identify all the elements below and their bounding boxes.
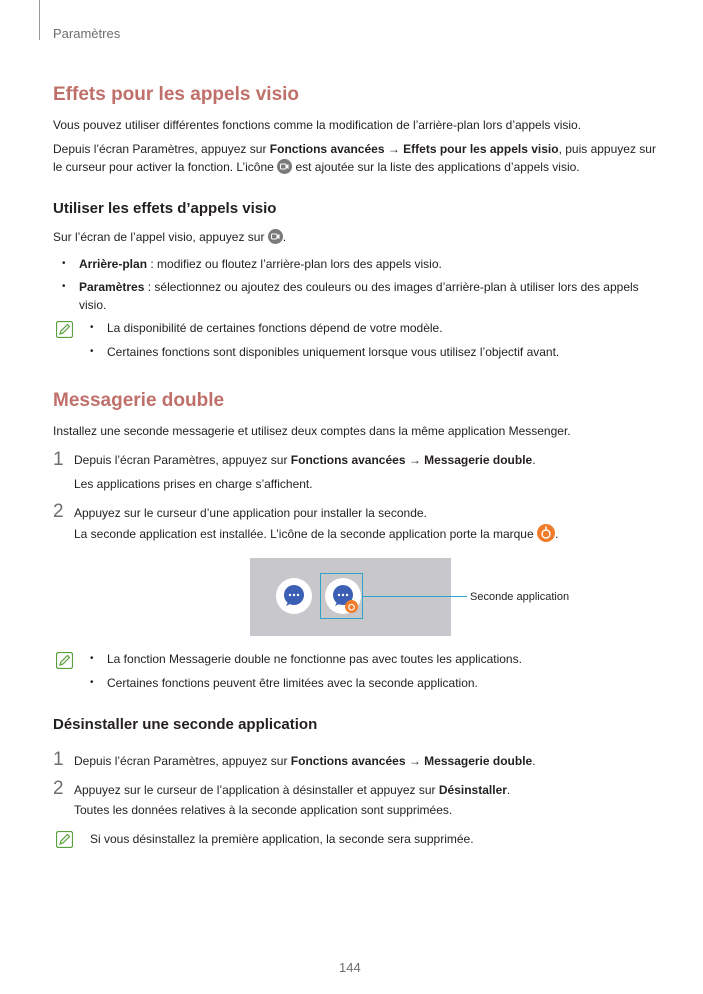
bullet-dot: • — [90, 322, 94, 333]
step-number: 2 — [53, 778, 64, 799]
bullet-dot: • — [90, 677, 94, 688]
section2-intro: Installez une seconde messagerie et utilisez deux comptes dans la même application Messenger. — [53, 424, 571, 438]
bullet-dot: • — [62, 258, 66, 269]
running-head: Paramètres — [53, 26, 121, 41]
figure-callout-label: Seconde application — [470, 591, 570, 603]
video-effects-icon — [277, 159, 292, 174]
video-effects-icon — [268, 229, 283, 244]
section2-step2-result: La seconde application est installée. L’icône de la seconde application porte la marque . — [74, 524, 558, 542]
section2-step2: Appuyez sur le curseur d’une application pour installer la seconde. — [74, 506, 427, 520]
bullet-dot: • — [90, 653, 94, 664]
section-title-video-effects: Effets pour les appels visio — [53, 84, 300, 105]
uninstall-step1: Depuis l’écran Paramètres, appuyez sur Fonctions avancées → Messagerie double. — [74, 754, 536, 768]
section1-paragraph-line1: Depuis l’écran Paramètres, appuyez sur Fonctions avancées → Effets pour les appels visio, puis appuyez sur — [53, 142, 656, 156]
note-pencil-icon — [56, 321, 73, 338]
section1-paragraph-line2: le curseur pour activer la fonction. L’icône est ajoutée sur la liste des applications d’appels visio. — [53, 160, 580, 174]
step-number: 1 — [53, 749, 64, 770]
list-item-settings-continued: visio. — [79, 298, 107, 312]
list-item-background: Arrière-plan : modifiez ou floutez l’arrière-plan lors des appels visio. — [79, 257, 442, 271]
step-number: 1 — [53, 449, 64, 470]
section2-step1: Depuis l’écran Paramètres, appuyez sur Fonctions avancées → Messagerie double. — [74, 453, 536, 467]
note1-text: La fonction Messagerie double ne fonctionne pas avec toutes les applications. — [107, 652, 522, 666]
note-pencil-icon — [56, 652, 73, 669]
dual-messenger-badge-icon — [345, 600, 358, 613]
callout-line — [362, 596, 467, 597]
section1-intro: Vous pouvez utiliser différentes fonctions comme la modification de l’arrière-plan lors d’appels visio. — [53, 118, 582, 132]
uninstall-note-text: Si vous désinstallez la première application, la seconde sera supprimée. — [90, 832, 474, 846]
uninstall-step2-result: Toutes les données relatives à la seconde application sont supprimées. — [74, 803, 453, 817]
section2-step1-result: Les applications prises en charge s’affichent. — [74, 477, 313, 491]
subsection1-instruction: Sur l’écran de l’appel visio, appuyez sur . — [53, 230, 287, 244]
section-title-dual-messenger: Messagerie double — [53, 390, 225, 411]
bullet-dot: • — [62, 281, 66, 292]
uninstall-step2: Appuyez sur le curseur de l’application à désinstaller et appuyez sur Désinstaller. — [74, 783, 511, 797]
dual-messenger-badge-icon — [537, 524, 555, 542]
list-item-settings: Paramètres : sélectionnez ou ajoutez des couleurs ou des images d’arrière-plan à utiliser lors des appels — [79, 280, 639, 294]
note1-text: La disponibilité de certaines fonctions dépend de votre modèle. — [107, 321, 443, 335]
dual-messenger-figure — [250, 558, 451, 636]
step-number: 2 — [53, 501, 64, 522]
bullet-dot: • — [90, 346, 94, 357]
page-number: 144 — [339, 960, 361, 975]
subsection-title-uninstall: Désinstaller une seconde application — [53, 716, 318, 733]
header-rule — [39, 0, 40, 40]
messenger-icon — [276, 578, 312, 614]
note-pencil-icon — [56, 831, 73, 848]
note2-text: Certaines fonctions peuvent être limitées avec la seconde application. — [107, 676, 478, 690]
subsection-title-use-effects: Utiliser les effets d’appels visio — [53, 200, 277, 217]
note2-text: Certaines fonctions sont disponibles uniquement lorsque vous utilisez l’objectif avant. — [107, 345, 560, 359]
